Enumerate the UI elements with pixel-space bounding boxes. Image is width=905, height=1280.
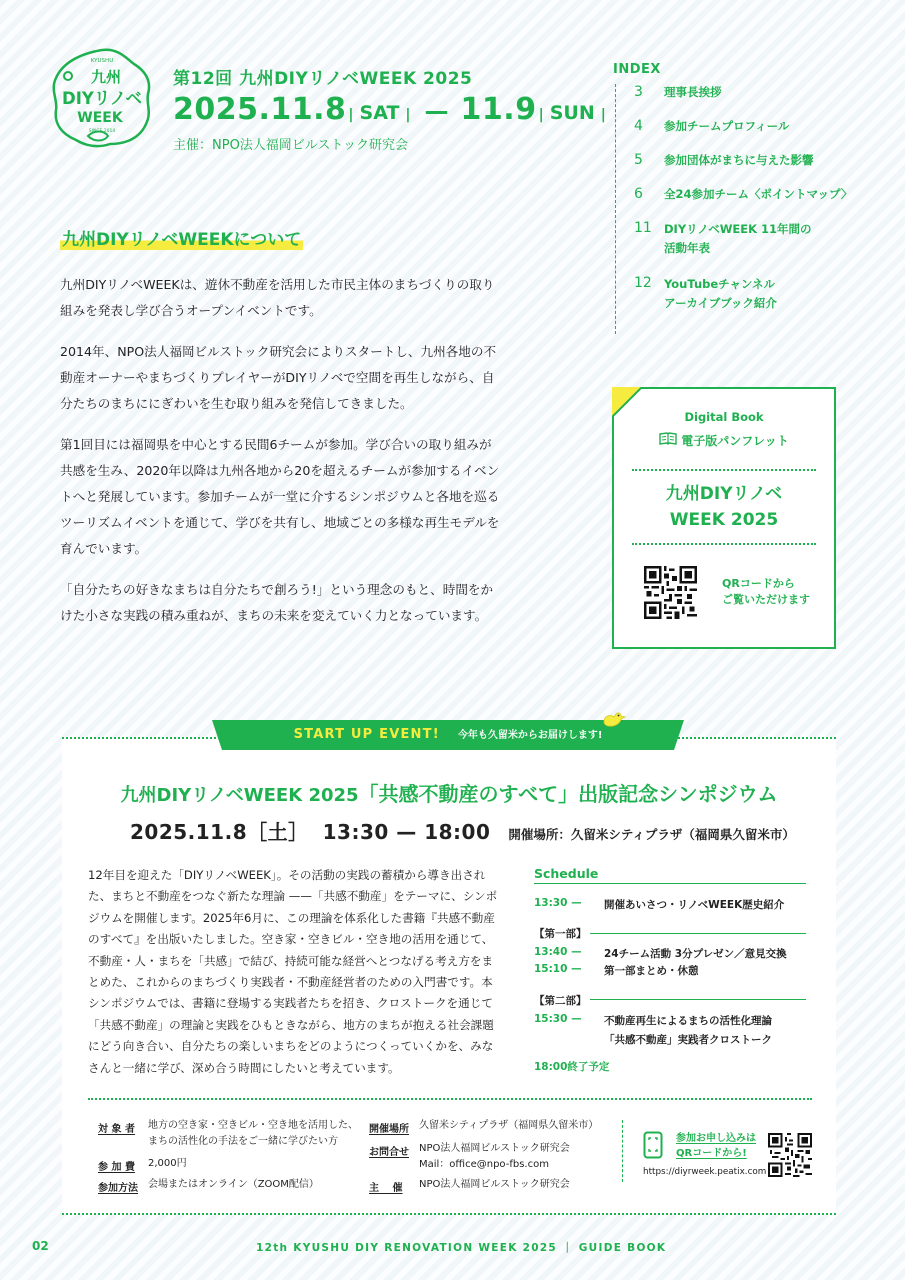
book-icon [659, 432, 677, 448]
index-label: 参加チームプロフィール [664, 119, 790, 133]
about-paragraph: 2014年、NPO法人福岡ビルストック研究会によりスタートし、九州各地の不動産オーナーやまちづくりプレイヤーがDIYリノベで空間を再生しながら、自分たちのまちににぎわいを生む取り組みを発信してきました。 [60, 344, 497, 411]
index-label: 理事長挨拶 [664, 85, 722, 99]
info-host-value: NPO法人福岡ビルストック研究会 [419, 1179, 570, 1190]
schedule-label-line2: 「共感不動産」実践者クロストーク [604, 1034, 772, 1046]
schedule-part2-label: 【第二部】 [534, 995, 587, 1007]
apply-line1: 参加お申し込みは [676, 1133, 756, 1144]
index-page: 11 [634, 220, 652, 236]
start-date: 2025.11.8 [173, 92, 347, 127]
index-label-line2: 活動年表 [664, 241, 710, 255]
card-divider [632, 469, 816, 471]
digital-book-qr-code[interactable] [644, 566, 697, 619]
schedule-rule [534, 883, 806, 884]
info-contact-email[interactable]: Mail：office@npo-fbs.com [419, 1159, 549, 1170]
info-target-key: 対 象 者 [98, 1124, 135, 1135]
qr-caption-line2: ご覧いただけます [722, 593, 810, 606]
index-label: 参加団体がまちに与えた影響 [664, 153, 814, 167]
schedule-row [534, 963, 699, 978]
schedule-label: 24チーム活動 3分プレゼン／意見交換 [604, 948, 787, 960]
info-fee-value: 2,000円 [148, 1158, 187, 1169]
index-page: 3 [634, 84, 643, 100]
schedule-row [534, 946, 787, 961]
banner-sub: 今年も久留米からお届けします! [457, 730, 603, 741]
apply-divider [622, 1120, 623, 1182]
info-method-value: 会場またはオンライン（ZOOM配信） [148, 1179, 319, 1190]
info-contact-line1: NPO法人福岡ビルストック研究会 [419, 1143, 570, 1154]
schedule-title: Schedule [534, 866, 599, 881]
event-banner-text [212, 726, 684, 742]
index-title: INDEX [613, 62, 661, 77]
event-date: 2025.11.8［土］ [130, 820, 309, 844]
schedule-row [534, 897, 784, 912]
schedule-time: 15:30 — [534, 1013, 582, 1025]
logo-line3: WEEK [77, 110, 123, 126]
card-divider [632, 543, 816, 545]
index-item[interactable] [634, 275, 875, 313]
apply-link[interactable] [676, 1131, 756, 1161]
about-paragraph: 九州DIYリノベWEEKは、遊休不動産を活用した市民主体のまちづくりの取り組みを発表し学び合うオープンイベントです。 [60, 277, 495, 318]
apply-url[interactable]: https://diyrweek.peatix.com [643, 1167, 767, 1177]
divider: | [538, 107, 544, 123]
about-heading: 九州DIYリノベWEEKについて [60, 225, 303, 250]
index-item[interactable] [634, 118, 875, 135]
apply-line2: QRコードから! [676, 1148, 747, 1159]
smartphone-icon [643, 1131, 663, 1159]
index-item[interactable] [634, 84, 875, 101]
schedule-label [604, 1013, 772, 1047]
logo-top-text: KYUSHU [90, 58, 114, 64]
organizer: 主催：NPO法人福岡ビルストック研究会 [173, 138, 409, 153]
index-label-line2: アーカイブブック紹介 [664, 296, 777, 310]
index-label-line1: DIYリノベWEEK 11年間の [664, 222, 812, 236]
index-label [664, 275, 777, 313]
index-page: 6 [634, 186, 643, 202]
info-target-value [148, 1118, 358, 1150]
schedule-end: 18:00終了予定 [534, 1061, 610, 1073]
index-label [664, 220, 812, 258]
event-time: 13:30 — 18:00 [322, 820, 491, 844]
digital-book-title: 電子版パンフレット [681, 434, 789, 448]
logo-line1: 九州 [90, 68, 122, 86]
info-contact-value [419, 1141, 570, 1173]
page-number: 02 [32, 1239, 49, 1253]
index-page: 5 [634, 152, 643, 168]
digital-book-subtitle: Digital Book [684, 410, 764, 424]
schedule-label: 開催あいさつ・リノベWEEK歴史紹介 [604, 899, 785, 911]
footer-text: 12th KYUSHU DIY RENOVATION WEEK 2025 ｜ GUIDE BOOK [256, 1242, 667, 1254]
banner-main: START UP EVENT! [293, 727, 440, 742]
date-dash: — [424, 97, 449, 125]
info-host-key: 主 催 [369, 1183, 403, 1194]
schedule-row [534, 1013, 772, 1047]
info-target-line1: 地方の空き家・空きビル・空き地を活用した、 [148, 1120, 358, 1131]
info-fee-key: 参 加 費 [98, 1162, 135, 1173]
index-page: 12 [634, 275, 652, 291]
divider: | [405, 107, 411, 123]
schedule-time: 13:40 — [534, 946, 582, 958]
event-description: 12年目を迎えた「DIYリノベWEEK」。その活動の実践の蓄積から導き出された、まちと不動産をつなぐ新たな理論 ——「共感不動産」をテーマに、シンポジウムを開催します。2025年6月に、この理論を体系化した書籍『共感不動産のすべて』を出版いたしました。空き家・空きビル・空き地の活用を通じて、不動産・人・まちを「共感」で結び、持続可能な経営へとつなげる考え方をまとめた、これからのまちづくり実践者・不動産経営者のための入門書です。本シンポジウムでは、書籍に登場する実践者たちを招き、クロストークを通じて「共感不動産」の理論と実践をひもときながら、地方のまちが抱える社会課題にどう向き合い、自分たちの楽しいまちをどのようにつくっていくかを、みなさんと一緒に学び、深め合う時間にしたいと考えています。 [88, 868, 498, 1075]
divider: | [348, 107, 354, 123]
schedule-rule [590, 999, 806, 1000]
logo-since: SINCE 2014 [88, 129, 116, 134]
start-day: SAT [359, 102, 400, 124]
end-day: SUN [549, 102, 595, 124]
index-item[interactable] [634, 152, 875, 169]
end-date: 11.9 [460, 92, 537, 127]
digital-book-name-line1: 九州DIYリノベ [665, 484, 783, 504]
schedule-label-line1: 不動産再生によるまちの活性化理論 [604, 1015, 772, 1027]
index-item[interactable] [634, 186, 875, 203]
schedule-rule [590, 933, 806, 934]
index-label: 全24参加チーム〈ポイントマップ〉 [664, 187, 853, 201]
info-venue-value: 久留米シティプラザ（福岡県久留米市） [419, 1120, 599, 1131]
about-body [60, 272, 500, 644]
schedule-time: 15:10 — [534, 963, 582, 975]
divider: | [600, 107, 606, 123]
schedule-label: 第一部まとめ・休憩 [604, 965, 699, 977]
digital-book-name-line2: WEEK 2025 [669, 510, 779, 530]
event-when [130, 816, 795, 845]
event-title-prefix: 九州DIYリノベWEEK 2025 [120, 785, 359, 806]
event-title-main: 「共感不動産のすべて」出版記念シンポジウム [358, 782, 778, 806]
event-title [62, 778, 836, 807]
event-venue: 開催場所：久留米シティプラザ（福岡県久留米市） [508, 827, 795, 842]
index-list [615, 84, 875, 334]
about-paragraph: 「自分たちの好きなまちは自分たちで創ろう!」という理念のもと、時間をかけた小さな実践の積み重ねが、まちの未来を変えていく力となっています。 [60, 582, 494, 623]
kyushu-diy-renova-week-logo [48, 44, 156, 152]
info-divider [88, 1098, 812, 1100]
qr-caption-line1: QRコードから [722, 577, 795, 590]
digital-book-name [612, 481, 836, 533]
index-item[interactable] [634, 220, 875, 258]
about-paragraph: 第1回目には福岡県を中心とする民間6チームが参加。学び合いの取り組みが共感を生み、2020年以降は九州各地から20を超えるチームが参加するイベントへと発展しています。参加チームが一堂に介するシンポジウムと各地を巡るツーリズムイベントを通じて、学びを共有し、地域ごとの多様な再生モデルを育んでいます。 [60, 437, 500, 556]
info-venue-key: 開催場所 [369, 1124, 409, 1135]
digital-book-title-row [612, 432, 836, 449]
digital-book-qr-caption [722, 576, 810, 608]
index-page: 4 [634, 118, 643, 134]
edition-title: 第12回 九州DIYリノベWEEK 2025 [173, 69, 473, 89]
info-contact-key: お問合せ [369, 1147, 409, 1158]
apply-qr-code[interactable] [768, 1133, 812, 1177]
info-method-key: 参加方法 [98, 1183, 138, 1194]
schedule-time: 13:30 — [534, 897, 582, 909]
logo-line2: DIYリノベ [62, 89, 142, 109]
index-label-line1: YouTubeチャンネル [664, 277, 775, 291]
event-dates [173, 92, 608, 127]
schedule-part1-label: 【第一部】 [534, 928, 587, 940]
info-target-line2: まちの活性化の手法をご一緒に学びたい方 [148, 1136, 338, 1147]
